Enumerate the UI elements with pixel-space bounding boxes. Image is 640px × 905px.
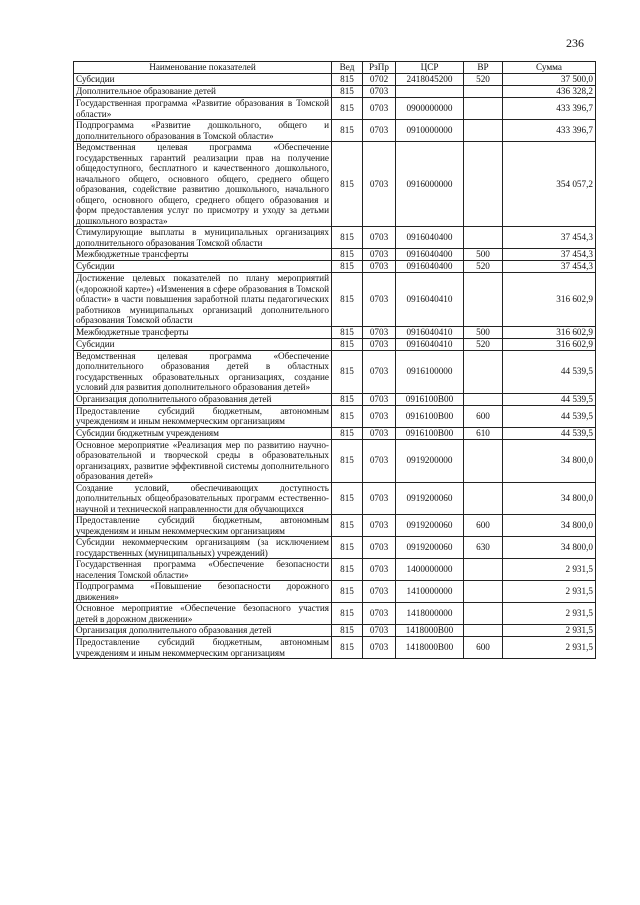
cell-rzpr: 0703 [363, 227, 396, 249]
cell-sum: 2 931,5 [503, 625, 596, 637]
cell-ved: 815 [332, 482, 363, 515]
cell-rzpr: 0703 [363, 326, 396, 338]
cell-sum: 2 931,5 [503, 637, 596, 659]
cell-name: Организация дополнительного образования детей [74, 625, 332, 637]
cell-sum: 316 602,9 [503, 338, 596, 350]
table-row [74, 98, 596, 120]
cell-vr [464, 273, 503, 327]
cell-vr: 500 [464, 326, 503, 338]
cell-rzpr: 0703 [363, 581, 396, 603]
cell-ved: 815 [332, 350, 363, 393]
cell-name: Предоставление субсидий бюджетным, автономным учреждениям и иным некоммерческим организациям [74, 405, 332, 427]
cell-ved: 815 [332, 405, 363, 427]
cell-csr: 0916100В00 [396, 393, 464, 405]
table-row [74, 74, 596, 86]
cell-vr [464, 350, 503, 393]
cell-name: Субсидии некоммерческим организациям (за исключением государственных (муниципальных) учреждений) [74, 537, 332, 559]
cell-name: Основное мероприятие «Реализация мер по развитию научно-образовательной и творческой среды в образовательных организациях, развитие эффективной системы дополнительного образования детей» [74, 439, 332, 482]
cell-sum: 44 539,5 [503, 393, 596, 405]
cell-rzpr: 0703 [363, 98, 396, 120]
cell-ved: 815 [332, 603, 363, 625]
cell-csr: 2418045200 [396, 74, 464, 86]
cell-rzpr: 0703 [363, 427, 396, 439]
table-row [74, 326, 596, 338]
cell-sum: 433 396,7 [503, 98, 596, 120]
table-row [74, 439, 596, 482]
cell-sum: 34 800,0 [503, 439, 596, 482]
cell-rzpr: 0703 [363, 120, 396, 142]
table-header-row [74, 62, 596, 74]
cell-name: Государственная программа «Развитие образования в Томской области» [74, 98, 332, 120]
cell-sum: 44 539,5 [503, 405, 596, 427]
cell-name: Дополнительное образование детей [74, 86, 332, 98]
cell-sum: 34 800,0 [503, 515, 596, 537]
cell-vr: 610 [464, 427, 503, 439]
cell-rzpr: 0703 [363, 142, 396, 227]
cell-sum: 2 931,5 [503, 559, 596, 581]
cell-name: Подпрограмма «Развитие дошкольного, общего и дополнительного образования в Томской области» [74, 120, 332, 142]
cell-vr: 520 [464, 74, 503, 86]
cell-ved: 815 [332, 86, 363, 98]
column-header-vr: ВР [464, 62, 503, 74]
cell-rzpr: 0703 [363, 405, 396, 427]
cell-sum: 44 539,5 [503, 427, 596, 439]
cell-ved: 815 [332, 98, 363, 120]
cell-name: Межбюджетные трансферты [74, 326, 332, 338]
cell-name: Стимулирующие выплаты в муниципальных организациях дополнительного образования Томской области [74, 227, 332, 249]
cell-sum: 316 602,9 [503, 326, 596, 338]
table-row [74, 86, 596, 98]
cell-rzpr: 0703 [363, 537, 396, 559]
cell-name: Ведомственная целевая программа «Обеспечение дополнительного образования детей в областных государственных образовательных организациях, создание условий для развития дополнительного образования детей» [74, 350, 332, 393]
cell-rzpr: 0703 [363, 625, 396, 637]
table-row [74, 273, 596, 327]
cell-vr [464, 482, 503, 515]
cell-vr [464, 439, 503, 482]
cell-name: Достижение целевых показателей по плану мероприятий («дорожной карте») «Изменения в сфере образования в Томской области» в части повышения заработной платы педагогических работников муниципальных организаций дополнительного образования Томской области [74, 273, 332, 327]
cell-vr [464, 581, 503, 603]
cell-ved: 815 [332, 249, 363, 261]
column-header-ved: Вед [332, 62, 363, 74]
cell-csr: 0919200060 [396, 515, 464, 537]
table-row [74, 261, 596, 273]
cell-name: Субсидии [74, 261, 332, 273]
table-row [74, 227, 596, 249]
cell-rzpr: 0703 [363, 338, 396, 350]
budget-table [73, 61, 596, 659]
cell-ved: 815 [332, 74, 363, 86]
table-row [74, 515, 596, 537]
cell-csr: 0916040410 [396, 326, 464, 338]
column-header-sum: Сумма [503, 62, 596, 74]
cell-csr: 0916040400 [396, 249, 464, 261]
cell-csr: 0919200060 [396, 482, 464, 515]
cell-rzpr: 0703 [363, 350, 396, 393]
cell-vr: 600 [464, 637, 503, 659]
table-row [74, 482, 596, 515]
cell-rzpr: 0703 [363, 603, 396, 625]
cell-csr: 0916040400 [396, 261, 464, 273]
cell-sum: 34 800,0 [503, 537, 596, 559]
cell-ved: 815 [332, 142, 363, 227]
cell-csr: 0916040410 [396, 273, 464, 327]
cell-csr: 0900000000 [396, 98, 464, 120]
cell-vr [464, 625, 503, 637]
cell-sum: 37 454,3 [503, 261, 596, 273]
table-row [74, 393, 596, 405]
cell-name: Субсидии [74, 74, 332, 86]
cell-name: Подпрограмма «Повышение безопасности дорожного движения» [74, 581, 332, 603]
cell-vr [464, 98, 503, 120]
cell-sum: 37 454,3 [503, 249, 596, 261]
cell-name: Субсидии бюджетным учреждениям [74, 427, 332, 439]
cell-ved: 815 [332, 326, 363, 338]
cell-name: Создание условий, обеспечивающих доступность дополнительных общеобразовательных программ естественно-научной и технической направленности для обучающихся [74, 482, 332, 515]
cell-ved: 815 [332, 393, 363, 405]
cell-vr [464, 393, 503, 405]
table-row [74, 350, 596, 393]
table-row [74, 338, 596, 350]
cell-csr: 1418000000 [396, 603, 464, 625]
cell-name: Ведомственная целевая программа «Обеспечение государственных гарантий реализации прав на получение общедоступного, бесплатного и качественного дошкольного, начального общего, основного общего, среднего общего образования, содействие развитию дошкольного, начального общего, основного общего, среднего общего образования и форм предоставления услуг по присмотру и уходу за детьми дошкольного возраста» [74, 142, 332, 227]
cell-vr [464, 86, 503, 98]
cell-rzpr: 0702 [363, 74, 396, 86]
cell-rzpr: 0703 [363, 273, 396, 327]
cell-sum: 34 800,0 [503, 482, 596, 515]
cell-vr [464, 559, 503, 581]
cell-rzpr: 0703 [363, 515, 396, 537]
column-header-name: Наименование показателей [74, 62, 332, 74]
cell-vr: 500 [464, 249, 503, 261]
cell-sum: 37 500,0 [503, 74, 596, 86]
cell-vr [464, 142, 503, 227]
cell-vr [464, 603, 503, 625]
column-header-csr: ЦСР [396, 62, 464, 74]
cell-vr: 520 [464, 261, 503, 273]
cell-rzpr: 0703 [363, 393, 396, 405]
cell-vr: 600 [464, 405, 503, 427]
cell-csr: 1400000000 [396, 559, 464, 581]
table-row [74, 559, 596, 581]
cell-ved: 815 [332, 559, 363, 581]
cell-sum: 433 396,7 [503, 120, 596, 142]
cell-ved: 815 [332, 625, 363, 637]
cell-vr [464, 227, 503, 249]
table-row [74, 603, 596, 625]
cell-sum: 37 454,3 [503, 227, 596, 249]
page-number: 236 [566, 36, 584, 50]
cell-ved: 815 [332, 537, 363, 559]
cell-csr: 0916000000 [396, 142, 464, 227]
table-row [74, 637, 596, 659]
cell-csr: 1410000000 [396, 581, 464, 603]
cell-csr: 0916040400 [396, 227, 464, 249]
table-row [74, 537, 596, 559]
cell-sum: 354 057,2 [503, 142, 596, 227]
cell-rzpr: 0703 [363, 482, 396, 515]
cell-ved: 815 [332, 261, 363, 273]
cell-ved: 815 [332, 273, 363, 327]
cell-vr [464, 120, 503, 142]
cell-sum: 44 539,5 [503, 350, 596, 393]
cell-name: Предоставление субсидий бюджетным, автономным учреждениям и иным некоммерческим организациям [74, 515, 332, 537]
cell-sum: 2 931,5 [503, 603, 596, 625]
cell-ved: 815 [332, 439, 363, 482]
cell-csr [396, 86, 464, 98]
cell-vr: 600 [464, 515, 503, 537]
cell-csr: 0916040410 [396, 338, 464, 350]
cell-csr: 0910000000 [396, 120, 464, 142]
cell-ved: 815 [332, 120, 363, 142]
cell-rzpr: 0703 [363, 559, 396, 581]
cell-rzpr: 0703 [363, 637, 396, 659]
cell-ved: 815 [332, 227, 363, 249]
cell-name: Организация дополнительного образования детей [74, 393, 332, 405]
cell-vr: 520 [464, 338, 503, 350]
column-header-rzpr: РзПр [363, 62, 396, 74]
cell-ved: 815 [332, 515, 363, 537]
table-row [74, 427, 596, 439]
cell-csr: 0919200060 [396, 537, 464, 559]
cell-csr: 0916100В00 [396, 405, 464, 427]
cell-csr: 0916100000 [396, 350, 464, 393]
cell-rzpr: 0703 [363, 439, 396, 482]
cell-rzpr: 0703 [363, 86, 396, 98]
cell-rzpr: 0703 [363, 249, 396, 261]
table-row [74, 249, 596, 261]
table-row [74, 625, 596, 637]
cell-name: Основное мероприятие «Обеспечение безопасного участия детей в дорожном движении» [74, 603, 332, 625]
cell-name: Предоставление субсидий бюджетным, автономным учреждениям и иным некоммерческим организациям [74, 637, 332, 659]
cell-name: Государственная программа «Обеспечение безопасности населения Томской области» [74, 559, 332, 581]
table-row [74, 405, 596, 427]
cell-csr: 1418000В00 [396, 637, 464, 659]
cell-name: Межбюджетные трансферты [74, 249, 332, 261]
cell-ved: 815 [332, 637, 363, 659]
cell-name: Субсидии [74, 338, 332, 350]
table-row [74, 142, 596, 227]
table-row [74, 581, 596, 603]
cell-sum: 436 328,2 [503, 86, 596, 98]
cell-ved: 815 [332, 581, 363, 603]
cell-sum: 316 602,9 [503, 273, 596, 327]
cell-vr: 630 [464, 537, 503, 559]
cell-csr: 0919200000 [396, 439, 464, 482]
cell-csr: 0916100В00 [396, 427, 464, 439]
cell-ved: 815 [332, 427, 363, 439]
cell-rzpr: 0703 [363, 261, 396, 273]
cell-ved: 815 [332, 338, 363, 350]
cell-csr: 1418000В00 [396, 625, 464, 637]
table-row [74, 120, 596, 142]
cell-sum: 2 931,5 [503, 581, 596, 603]
